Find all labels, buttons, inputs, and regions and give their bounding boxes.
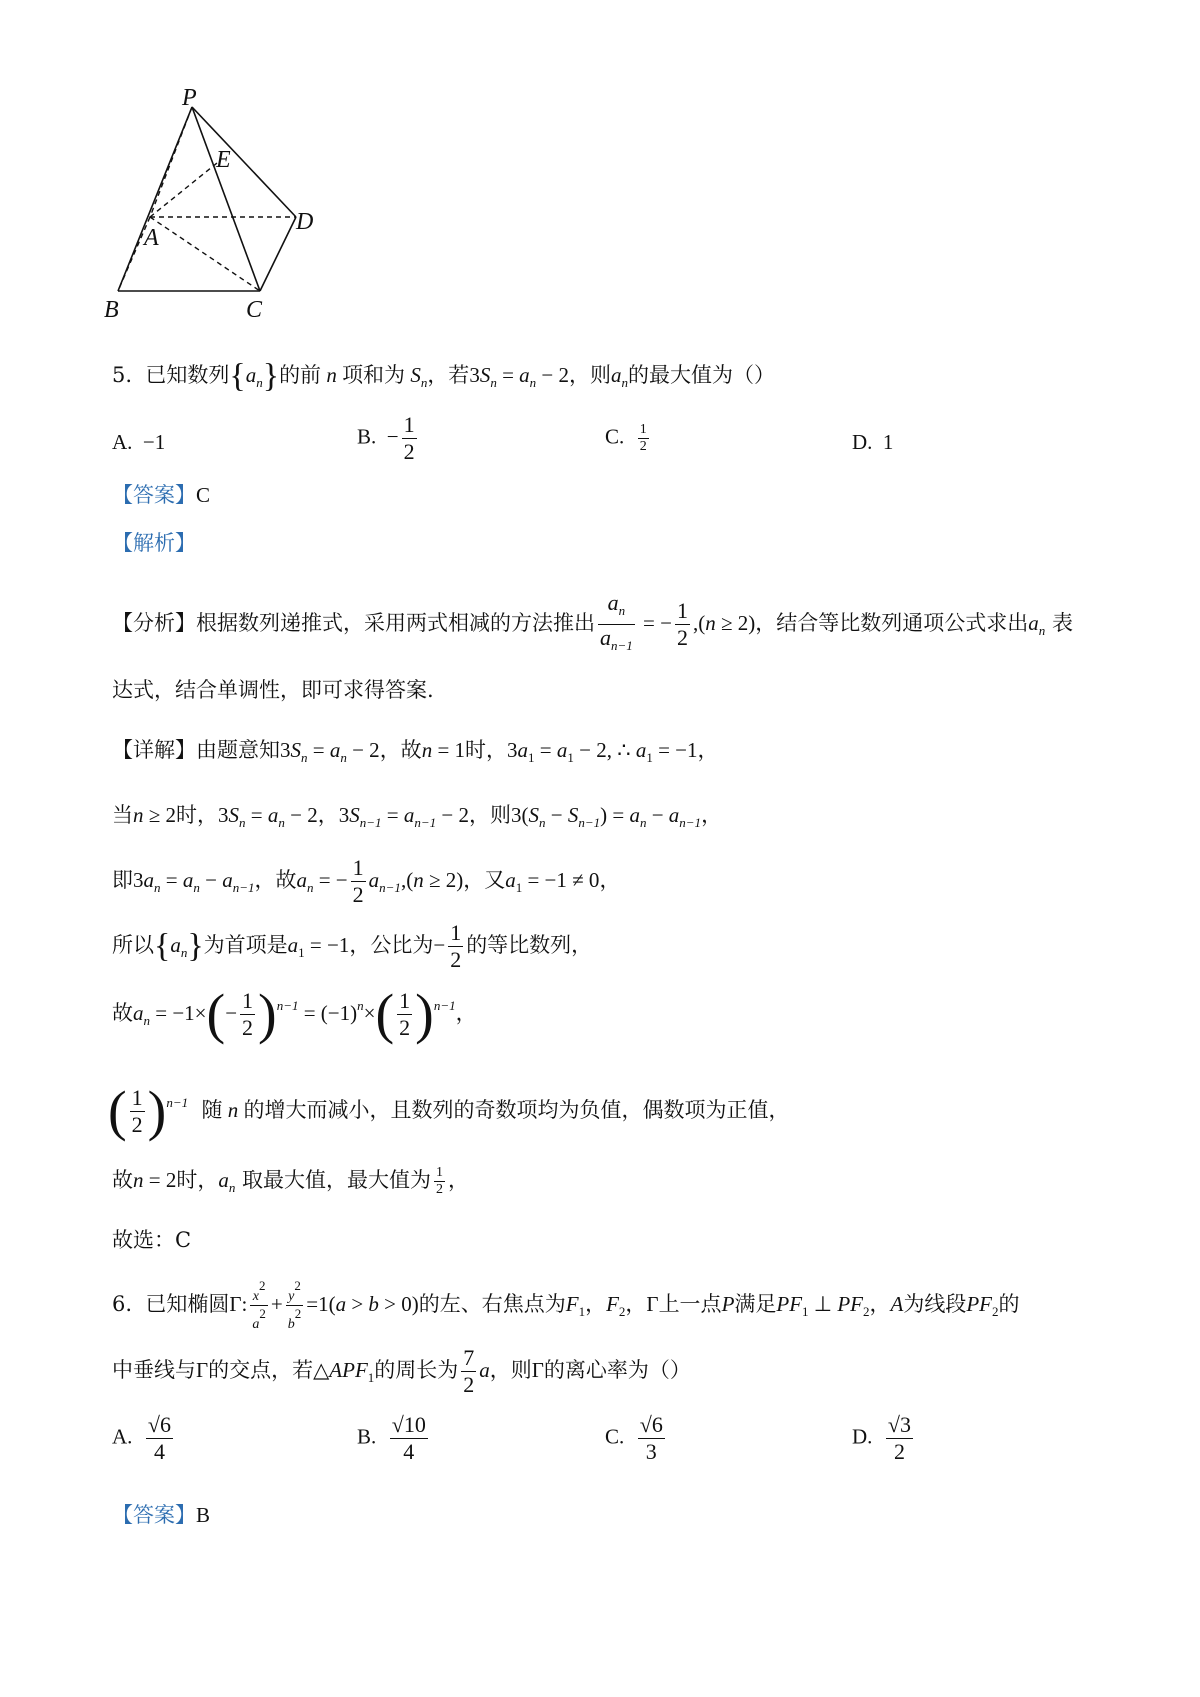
q5-option-d[interactable]: D. 1 bbox=[852, 430, 894, 454]
q5-detail-line1: 【详解】由题意知$3S_n = a_n - 2$，故n = 1时，$3a_1 = a_1 - 2$, ∴ $a_1 = -1$， bbox=[112, 738, 719, 765]
label-A: A bbox=[144, 225, 159, 251]
q5-analysis-tag: 【解析】 bbox=[112, 531, 196, 555]
q6-answer: 【答案】B bbox=[112, 1503, 211, 1527]
q5-detail-line5: 故$a_n = -1\times(-$ $\frac{1}{2}$ )$^{n-1} = (-1)^n\times$( $\frac{1}{2}$ )$^{n-1}$， bbox=[112, 983, 477, 1046]
label-E: E bbox=[216, 147, 231, 173]
q5-detail-line7: 故n = 2时，$a_n$ 取最大值，最大值为 $\frac{1}{2}$ ， bbox=[112, 1165, 470, 1197]
q5-stem: 5. 已知数列$\{a_n\}$的前 n 项和为 $S_n$，若$3S_n = a_n - 2$，则$a_n$的最大值为（） bbox=[112, 357, 775, 395]
pyramid-figure bbox=[100, 85, 360, 345]
q6-option-c[interactable]: C. $\frac{√6}{3}$ bbox=[605, 1412, 663, 1464]
q6-stem-line1: 6. 已知椭圆Γ: $\frac{x2}{a2}$ + $\frac{y2}{b2}$ =1(a > b > 0)的左、右焦点为$F_1$，$F_2$，Γ上一点P满足$PF_1$ ⊥ $PF_2$，A为线段$PF_2$的 bbox=[112, 1278, 1020, 1332]
label-P: P bbox=[182, 85, 197, 111]
q6-number: 6. bbox=[112, 1292, 133, 1316]
label-B: B bbox=[104, 297, 119, 323]
label-D: D bbox=[296, 209, 314, 235]
q5-detail-line3: 即$3a_n = a_n - a_{n-1}$，故$a_n$ = − $\frac{1}{2}$ $a_{n-1},(n \ge 2)$，又$a_1 = -1 \ne 0$， bbox=[112, 855, 621, 907]
edge-PD bbox=[192, 107, 296, 217]
q5-fenxi-cont: 达式，结合单调性，即可求得答案. bbox=[112, 678, 434, 702]
label-C: C bbox=[246, 297, 263, 323]
q5-fenxi: 【分析】根据数列递推式，采用两式相减的方法推出 $\frac{a_n}{a_{n-1}}$ = − $\frac{1}{2}$ ,(n ≥ 2)，结合等比数列通项公式求出$a_n$ 表 bbox=[112, 590, 1073, 653]
q5-detail-line2: 当n ≥ 2时，$3S_n = a_n - 2$，$3S_{n-1} = a_{n-1} - 2$，则$3(S_n - S_{n-1}) = a_n - a_{n-1}$， bbox=[112, 803, 723, 830]
edge-AE bbox=[150, 163, 217, 217]
q6-option-d[interactable]: D. $\frac{√3}{2}$ bbox=[852, 1412, 911, 1464]
edge-AC bbox=[150, 217, 260, 291]
q6-option-a[interactable]: A. $\frac{√6}{4}$ bbox=[112, 1412, 171, 1464]
q5-option-a[interactable]: A. −1 bbox=[112, 430, 166, 454]
q5-detail-line6: ( $\frac{1}{2}$ )$^{n-1}$ 随 n 的增大而减小，且数列的奇数项均为负值，偶数项为正值， bbox=[108, 1080, 790, 1143]
q5-number: 5. bbox=[112, 363, 133, 387]
q6-option-b[interactable]: B. $\frac{√10}{4}$ bbox=[357, 1412, 426, 1464]
q5-detail-line4: 所以$\{a_n\}$为首项是$a_1 = -1$，公比为− $\frac{1}{2}$ 的等比数列， bbox=[112, 920, 593, 972]
edge-CD bbox=[260, 217, 296, 291]
edge-PC bbox=[192, 107, 260, 291]
q5-conclusion: 故选：C bbox=[112, 1228, 192, 1252]
q5-option-c[interactable]: C. $\frac{1}{2}$ bbox=[605, 422, 647, 454]
q5-option-b[interactable]: B. − $\frac{1}{2}$ bbox=[357, 412, 415, 464]
q5-answer: 【答案】C bbox=[112, 483, 211, 507]
q6-stem-line2: 中垂线与Γ的交点，若$\triangle APF_1$的周长为 $\frac{7}{2}$ a，则Γ的离心率为（） bbox=[112, 1345, 691, 1397]
